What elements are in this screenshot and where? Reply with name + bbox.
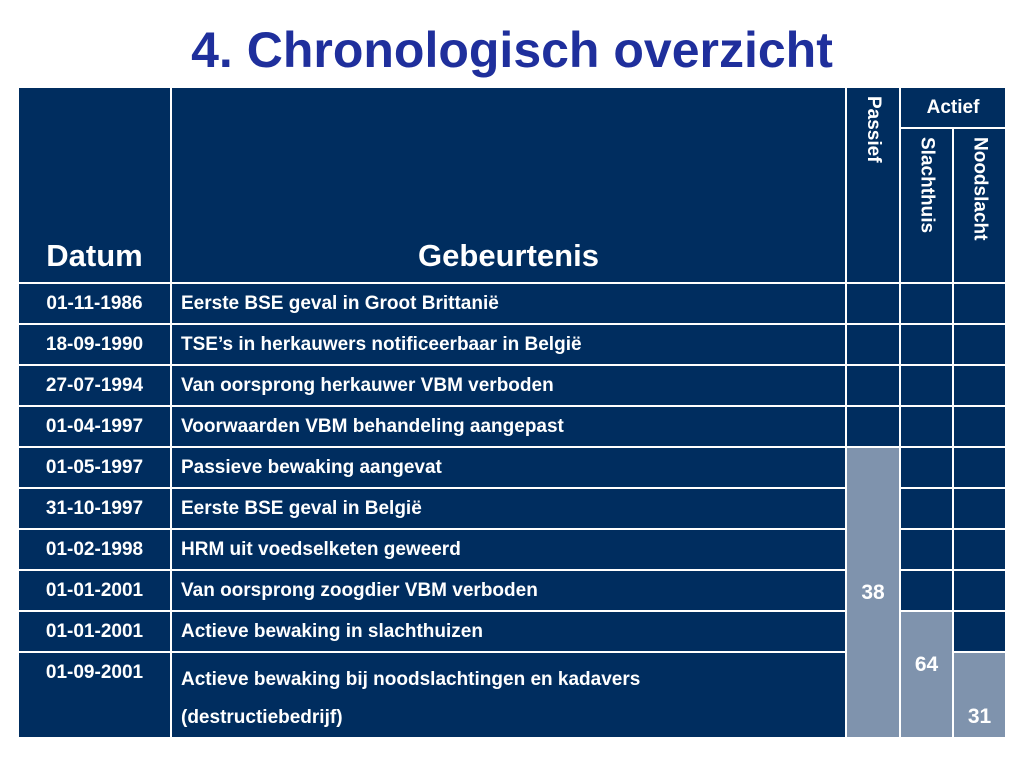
row-event [171,652,846,738]
chronology-table [17,86,1007,739]
header-passief-label: Passief [863,96,884,163]
slachthuis-cell [900,529,953,570]
table-row [18,365,1006,406]
table-row [18,324,1006,365]
row-date: 01-09-2001 [18,652,171,738]
noodslacht-cell [953,570,1006,611]
slachthuis-cell [900,488,953,529]
noodslacht-count: 31 [953,652,1006,738]
noodslacht-cell [953,406,1006,447]
row-event-line1: Actieve bewaking bij noodslachtingen en kadavers [181,669,641,690]
passief-cell [846,283,900,324]
row-event: Voorwaarden VBM behandeling aangepast [171,406,846,447]
slachthuis-cell [900,324,953,365]
noodslacht-cell [953,488,1006,529]
row-date: 18-09-1990 [18,324,171,365]
passief-cell [846,324,900,365]
table-row [18,406,1006,447]
header-gebeurtenis: Gebeurtenis [171,87,846,283]
table-row [18,283,1006,324]
noodslacht-cell [953,611,1006,652]
row-date: 31-10-1997 [18,488,171,529]
row-date: 01-01-2001 [18,611,171,652]
row-event: Actieve bewaking in slachthuizen [171,611,846,652]
passief-cell [846,365,900,406]
slachthuis-cell [900,406,953,447]
row-event: Passieve bewaking aangevat [171,447,846,488]
page-title: 4. Chronologisch overzicht [191,22,833,78]
passief-cell [846,406,900,447]
noodslacht-cell [953,365,1006,406]
slachthuis-cell [900,283,953,324]
header-row [18,87,1006,128]
row-date: 01-05-1997 [18,447,171,488]
slachthuis-count [900,611,953,738]
row-date: 01-02-1998 [18,529,171,570]
header-datum: Datum [18,87,171,283]
noodslacht-cell [953,324,1006,365]
slachthuis-cell [900,447,953,488]
noodslacht-cell [953,283,1006,324]
header-actief: Actief [900,87,1006,128]
row-date: 01-11-1986 [18,283,171,324]
table-row [18,447,1006,488]
passief-count: 38 [846,447,900,738]
row-event: Eerste BSE geval in Groot Brittanië [171,283,846,324]
slachthuis-count-value: 64 [914,653,939,676]
header-passief [846,87,900,283]
row-event: Van oorsprong herkauwer VBM verboden [171,365,846,406]
row-event: HRM uit voedselketen geweerd [171,529,846,570]
noodslacht-cell [953,529,1006,570]
row-date: 27-07-1994 [18,365,171,406]
row-event-line2: (destructiebedrijf) [181,707,343,728]
noodslacht-cell [953,447,1006,488]
header-slachthuis [900,128,953,283]
row-event: TSE’s in herkauwers notificeerbaar in België [171,324,846,365]
header-slachthuis-label: Slachthuis [916,137,938,234]
slachthuis-cell [900,570,953,611]
header-noodslacht [953,128,1006,283]
row-event: Eerste BSE geval in België [171,488,846,529]
slachthuis-cell [900,365,953,406]
row-date: 01-01-2001 [18,570,171,611]
row-date: 01-04-1997 [18,406,171,447]
row-event: Van oorsprong zoogdier VBM verboden [171,570,846,611]
header-noodslacht-label: Noodslacht [969,137,991,241]
